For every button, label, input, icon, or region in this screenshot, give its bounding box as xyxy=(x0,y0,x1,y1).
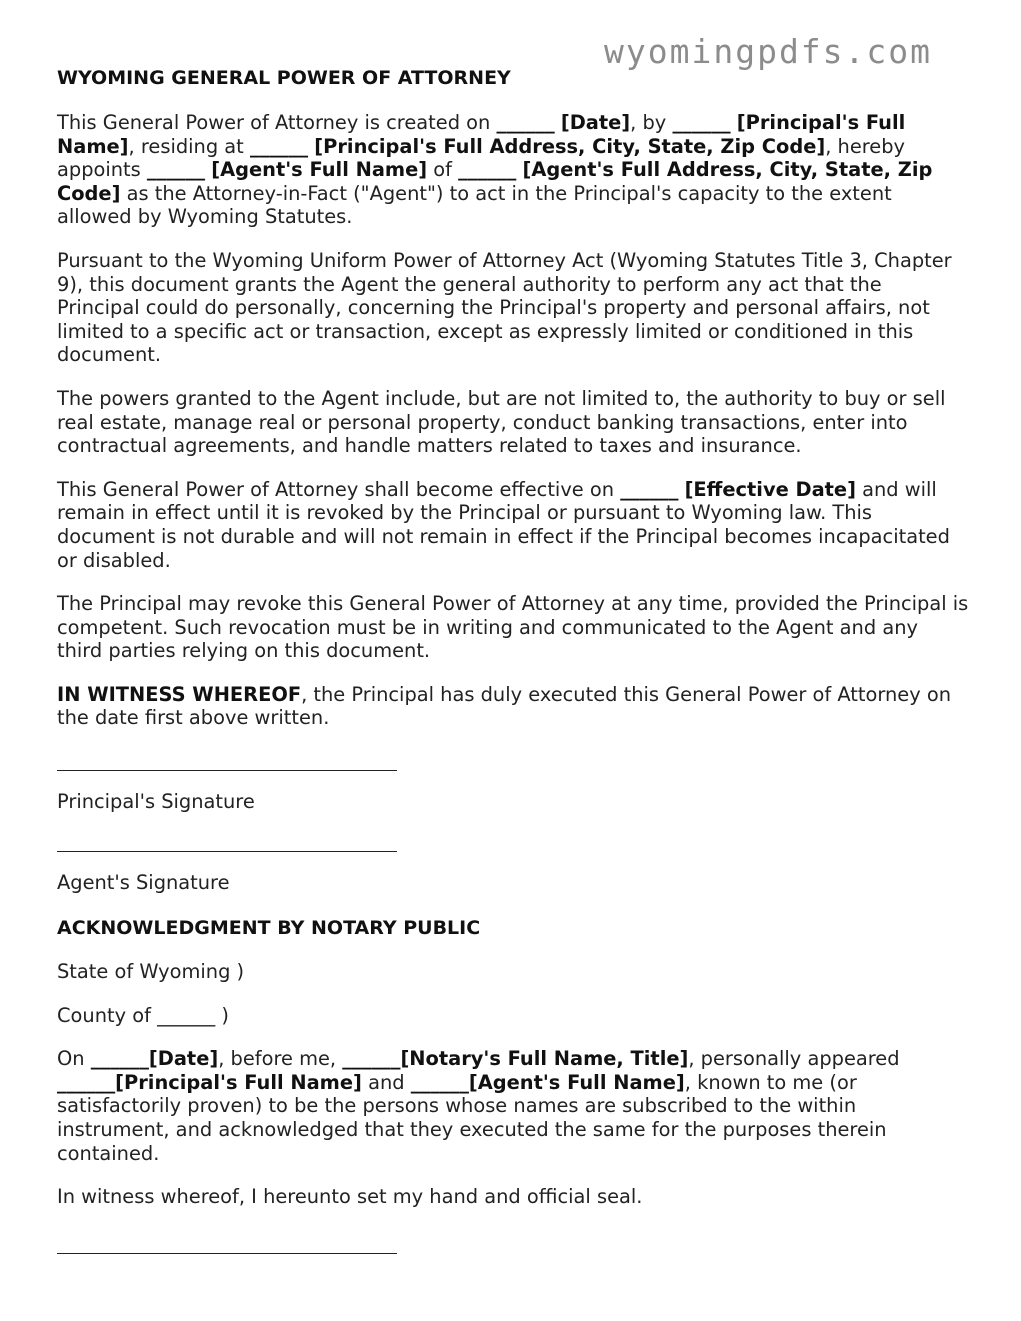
intro-text: of xyxy=(427,158,459,182)
principal-name-placeholder: [Principal's Full Name] xyxy=(57,111,906,158)
blank-field: ______ xyxy=(249,134,309,158)
witness-paragraph xyxy=(57,683,969,730)
blank-field: ______ xyxy=(146,158,206,182)
effective-paragraph xyxy=(57,478,969,572)
agent-signature-block xyxy=(57,851,969,895)
county-blank[interactable]: ______ xyxy=(157,1003,216,1027)
county-suffix: ) xyxy=(215,1003,229,1027)
principal-signature-line[interactable] xyxy=(57,770,397,771)
county-prefix: County of xyxy=(57,1003,158,1027)
authority-paragraph: Pursuant to the Wyoming Uniform Power of Attorney Act (Wyoming Statutes Title 3, Chapter 9), this document grants the Agent the general authority to perform any act that the Principal could do personally, concerning the Principal's property and personal affairs, not limited to a specific act or transaction, except as expressly limited or conditioned in this document. xyxy=(57,248,952,367)
agent-name-placeholder: [Agent's Full Name] xyxy=(468,1070,685,1094)
intro-text: as the Attorney-in-Fact ("Agent") to act in the Principal's capacity to the extent allowed by Wyoming Statutes. xyxy=(57,181,892,229)
intro-text: , residing at xyxy=(128,134,250,158)
witness-text: , the Principal has duly executed this General Power of Attorney on the date first above written. xyxy=(57,682,952,730)
acknowledgment-paragraph xyxy=(57,1047,969,1165)
principal-name-placeholder: [Principal's Full Name] xyxy=(115,1070,362,1094)
agent-address-placeholder: [Agent's Full Address, City, State, Zip Code] xyxy=(57,158,933,205)
blank-field: ______ xyxy=(458,158,517,182)
effective-text: This General Power of Attorney shall become effective on xyxy=(57,477,621,501)
notary-name-placeholder: [Notary's Full Name, Title] xyxy=(400,1047,689,1071)
witness-lead: IN WITNESS WHEREOF xyxy=(57,682,302,706)
blank-field: ______ xyxy=(90,1047,149,1071)
principal-signature-block xyxy=(57,770,969,814)
ack-text: , known to me (or satisfactorily proven) to be the persons whose names are subscribed to the within instrument, and acknowledged that they executed the same for the purposes therein contained. xyxy=(57,1070,887,1165)
principal-signature-label: Principal's Signature xyxy=(57,790,255,814)
intro-paragraph xyxy=(57,111,969,229)
county-line xyxy=(57,1004,969,1028)
blank-field: ______ xyxy=(496,111,555,134)
ack-text: and xyxy=(361,1070,411,1094)
blank-field: ______ xyxy=(410,1070,469,1094)
intro-text: This General Power of Attorney is created on xyxy=(57,111,497,134)
effective-text: and will remain in effect until it is revoked by the Principal or pursuant to Wyoming law. This document is not durable and will not remain in effect if the Principal becomes incapacitated or disabled. xyxy=(57,477,950,572)
blank-field: ______ xyxy=(342,1047,401,1071)
notary-heading: ACKNOWLEDGMENT BY NOTARY PUBLIC xyxy=(57,917,481,940)
powers-paragraph: The powers granted to the Agent include, but are not limited to, the authority to buy or sell real estate, manage real or personal property, conduct banking transactions, enter into contractual agreements, and handle matters related to taxes and insurance. xyxy=(57,386,946,458)
agent-name-placeholder: [Agent's Full Name] xyxy=(211,158,428,182)
revoke-paragraph: The Principal may revoke this General Power of Attorney at any time, provided the Principal is competent. Such revocation must be in writing and communicated to the Agent and any third parties relying on this document. xyxy=(57,592,969,663)
date-placeholder: [Date] xyxy=(148,1047,219,1071)
watermark: wyomingpdfs.com xyxy=(604,32,933,71)
agent-signature-label: Agent's Signature xyxy=(57,871,230,895)
ack-text: , personally appeared xyxy=(688,1047,900,1071)
agent-signature-line[interactable] xyxy=(57,851,397,852)
blank-field: ______ xyxy=(672,111,731,134)
document-title: WYOMING GENERAL POWER OF ATTORNEY xyxy=(57,67,511,89)
date-placeholder: [Date] xyxy=(560,111,631,134)
seal-paragraph: In witness whereof, I hereunto set my hand and official seal. xyxy=(57,1185,643,1209)
principal-address-placeholder: [Principal's Full Address, City, State, Zip Code] xyxy=(314,134,826,158)
effective-date-placeholder: [Effective Date] xyxy=(684,477,856,501)
intro-text: , by xyxy=(630,111,673,134)
blank-field: ______ xyxy=(620,477,679,501)
notary-signature-line[interactable] xyxy=(57,1253,397,1254)
intro-text: , hereby appoints xyxy=(57,134,906,182)
ack-text: On xyxy=(57,1047,91,1071)
ack-text: , before me, xyxy=(218,1047,343,1071)
state-line: State of Wyoming ) xyxy=(57,960,245,984)
blank-field: ______ xyxy=(57,1070,116,1094)
document-page xyxy=(57,66,969,1254)
